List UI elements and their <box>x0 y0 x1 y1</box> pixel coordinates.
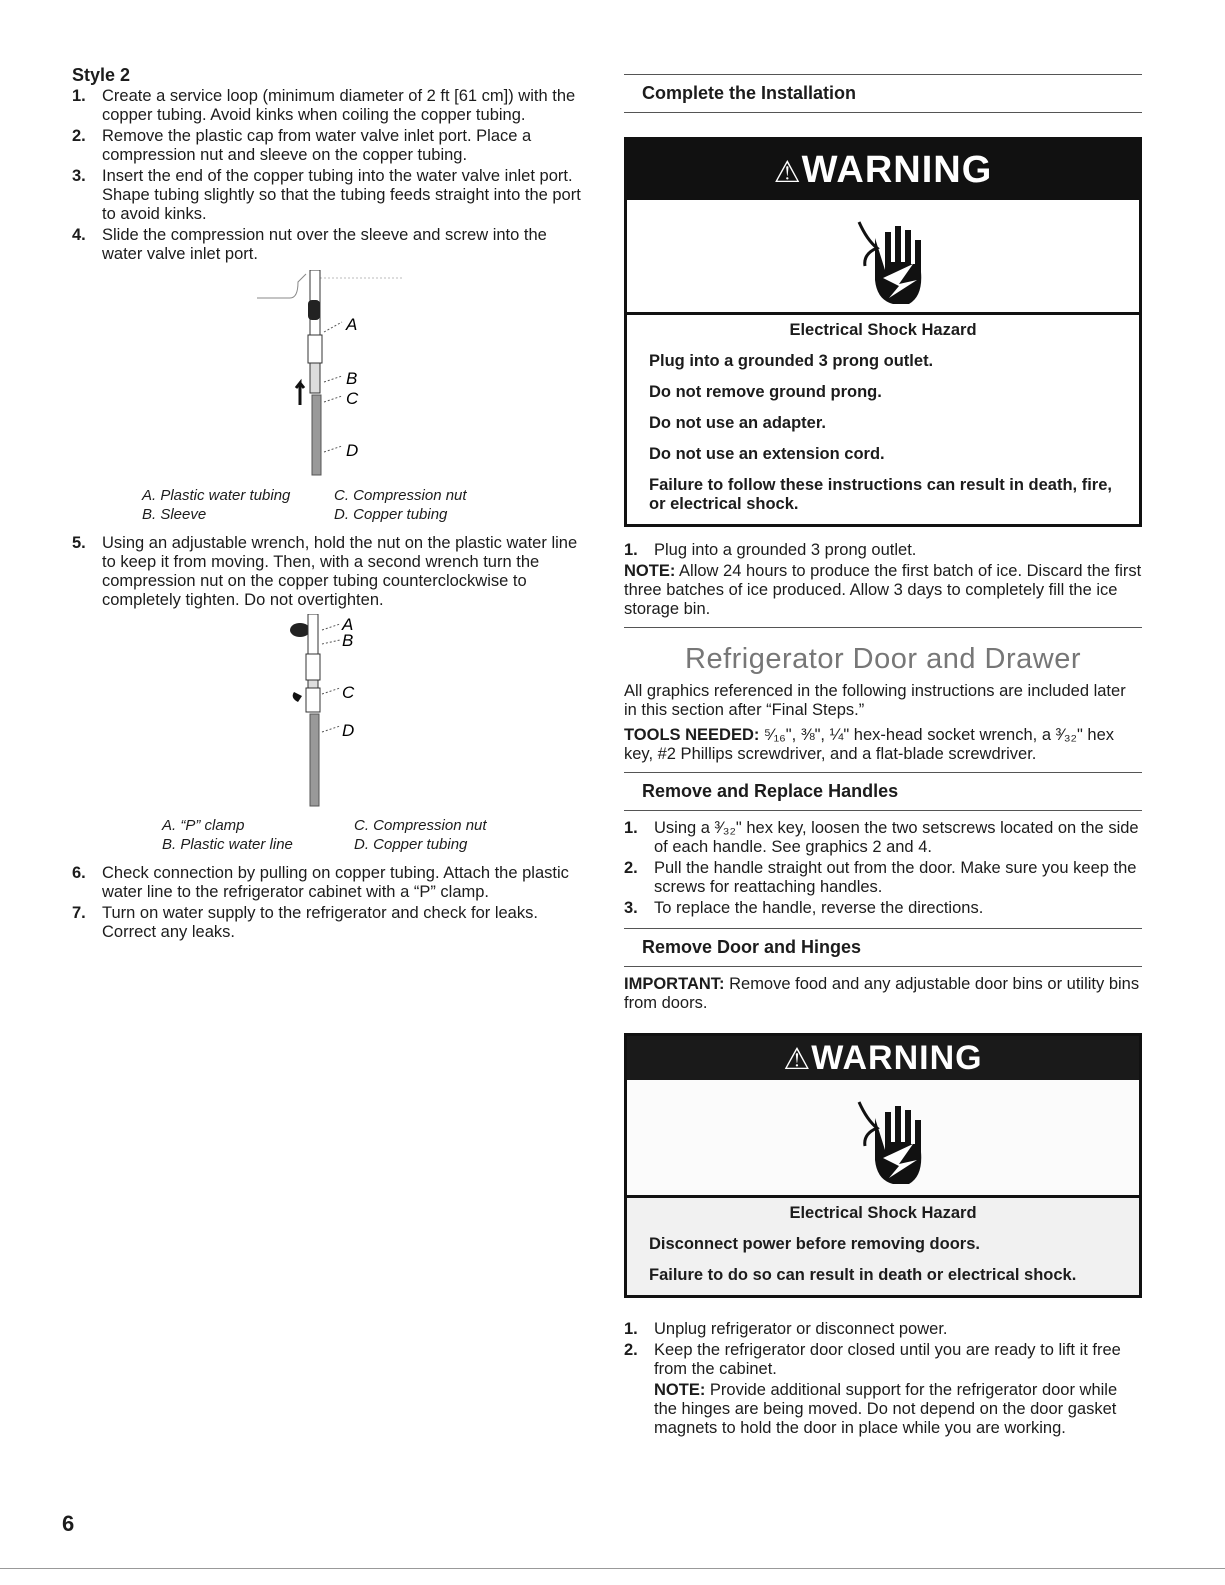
figure-1-legend: A. Plastic water tubing C. Compression nut B. Sleeve D. Copper tubing <box>142 487 467 523</box>
left-column <box>72 62 587 944</box>
list-item: 1. Using a ³⁄₃₂" hex key, loosen the two setscrews located on the side of each handle. See graphics 2 and 4. <box>624 819 1139 856</box>
complete-installation-heading: Complete the Installation <box>642 83 857 103</box>
warning-banner: ⚠WARNING <box>627 140 1139 200</box>
list-item: 1. Unplug refrigerator or disconnect power. <box>624 1320 948 1338</box>
label-c: C <box>346 389 359 408</box>
handles-heading: Remove and Replace Handles <box>642 781 899 801</box>
label-b: B <box>346 369 358 388</box>
hinges-heading: Remove Door and Hinges <box>642 937 862 957</box>
step-5 <box>72 534 587 610</box>
compression-fitting-figure-1 <box>72 270 587 482</box>
note-ice: NOTE: Allow 24 hours to produce the first batch of ice. Discard the first three batches of ice produced. Allow 3 days to completely fill the ice storage bin. <box>624 562 1142 618</box>
plug-step <box>624 541 1142 560</box>
label-c: C <box>342 683 355 702</box>
warning-triangle-icon: ⚠ <box>773 156 802 189</box>
door-steps <box>624 1320 1142 1379</box>
divider <box>624 810 1142 811</box>
list-item: 4. Slide the compression nut over the sleeve and screw into the water valve inlet port. <box>72 226 547 263</box>
list-item: 3. Insert the end of the copper tubing into the water valve inlet port. Shape tubing slightly so that the tubing feeds straight into the port to avoid kinks. <box>72 167 581 223</box>
list-item: 7. Turn on water supply to the refrigerator and check for leaks. Correct any leaks. <box>72 904 538 941</box>
door-intro: All graphics referenced in the following instructions are included later in this section after “Final Steps.” <box>624 682 1126 719</box>
warning-banner: ⚠WARNING <box>627 1036 1139 1080</box>
clamp-illustration <box>72 614 587 812</box>
label-d: D <box>346 441 359 460</box>
warning-text: Electrical Shock Hazard Disconnect power before removing doors. Failure to do so can result in death or electrical shock. <box>649 1204 1077 1284</box>
warning-text: Electrical Shock Hazard Plug into a grounded 3 prong outlet. Do not remove ground prong. Do not use an adapter. Do not use an extension cord. Failure to follow these instructions can result in death, fire, or electrical shock. <box>649 321 1112 513</box>
divider <box>624 966 1142 967</box>
label-a: A <box>342 615 354 634</box>
shock-hazard-hand-icon <box>627 1080 1139 1198</box>
note-door-support: NOTE: Provide additional support for the refrigerator door while the hinges are being moved. Do not depend on the door gasket magnets to hold the door in place while you are working. <box>654 1381 1118 1437</box>
divider <box>624 627 1142 628</box>
list-item: 2. Remove the plastic cap from water valve inlet port. Place a compression nut and sleeve on the copper tubing. <box>72 127 532 164</box>
list-item: 1. Create a service loop (minimum diameter of 2 ft [61 cm]) with the copper tubing. Avoid kinks when coiling the copper tubing. <box>72 87 576 124</box>
right-column <box>624 74 1142 1444</box>
style-heading: Style 2 <box>72 65 131 85</box>
list-item: 2. Keep the refrigerator door closed until you are ready to lift it free from the cabinet. <box>624 1341 1121 1378</box>
tools-needed: TOOLS NEEDED: ⁵⁄₁₆", ⅜", ¼" hex-head socket wrench, a ³⁄₃₂" hex key, #2 Phillips screwdriver, and a flat-blade screwdriver. <box>624 726 1115 763</box>
page-bottom-rule <box>0 1568 1225 1569</box>
divider <box>624 112 1142 113</box>
list-item: 1. Plug into a grounded 3 prong outlet. <box>624 541 917 559</box>
handle-steps <box>624 819 1142 918</box>
figure-2-legend: A. “P” clamp C. Compression nut B. Plastic water line D. Copper tubing <box>162 817 487 853</box>
label-d: D <box>342 721 355 740</box>
steps-list-a <box>72 87 587 264</box>
steps-list-b <box>72 864 587 942</box>
warning-box-2 <box>624 1033 1142 1298</box>
label-a: A <box>346 315 358 334</box>
compression-fitting-figure-2 <box>72 614 587 812</box>
important-note: IMPORTANT: Remove food and any adjustable door bins or utility bins from doors. <box>624 975 1140 1012</box>
warning-box-1 <box>624 137 1142 527</box>
list-item: 6. Check connection by pulling on copper tubing. Attach the plastic water line to the refrigerator cabinet with a “P” clamp. <box>72 864 569 901</box>
label-b: B <box>342 631 354 650</box>
list-item: 2. Pull the handle straight out from the door. Make sure you keep the screws for reattaching handles. <box>624 859 1137 896</box>
tubing-illustration <box>72 270 587 482</box>
shock-hazard-hand-icon <box>627 200 1139 315</box>
list-item: 5. Using an adjustable wrench, hold the nut on the plastic water line to keep it from moving. Then, with a second wrench turn the compression nut on the copper tubing counterclockwise to completely tighten. Do not overtighten. <box>72 534 578 609</box>
door-drawer-heading: Refrigerator Door and Drawer <box>685 643 1081 675</box>
page-number: 6 <box>62 1511 75 1536</box>
list-item: 3. To replace the handle, reverse the directions. <box>624 899 984 917</box>
warning-triangle-icon: ⚠ <box>783 1043 812 1076</box>
